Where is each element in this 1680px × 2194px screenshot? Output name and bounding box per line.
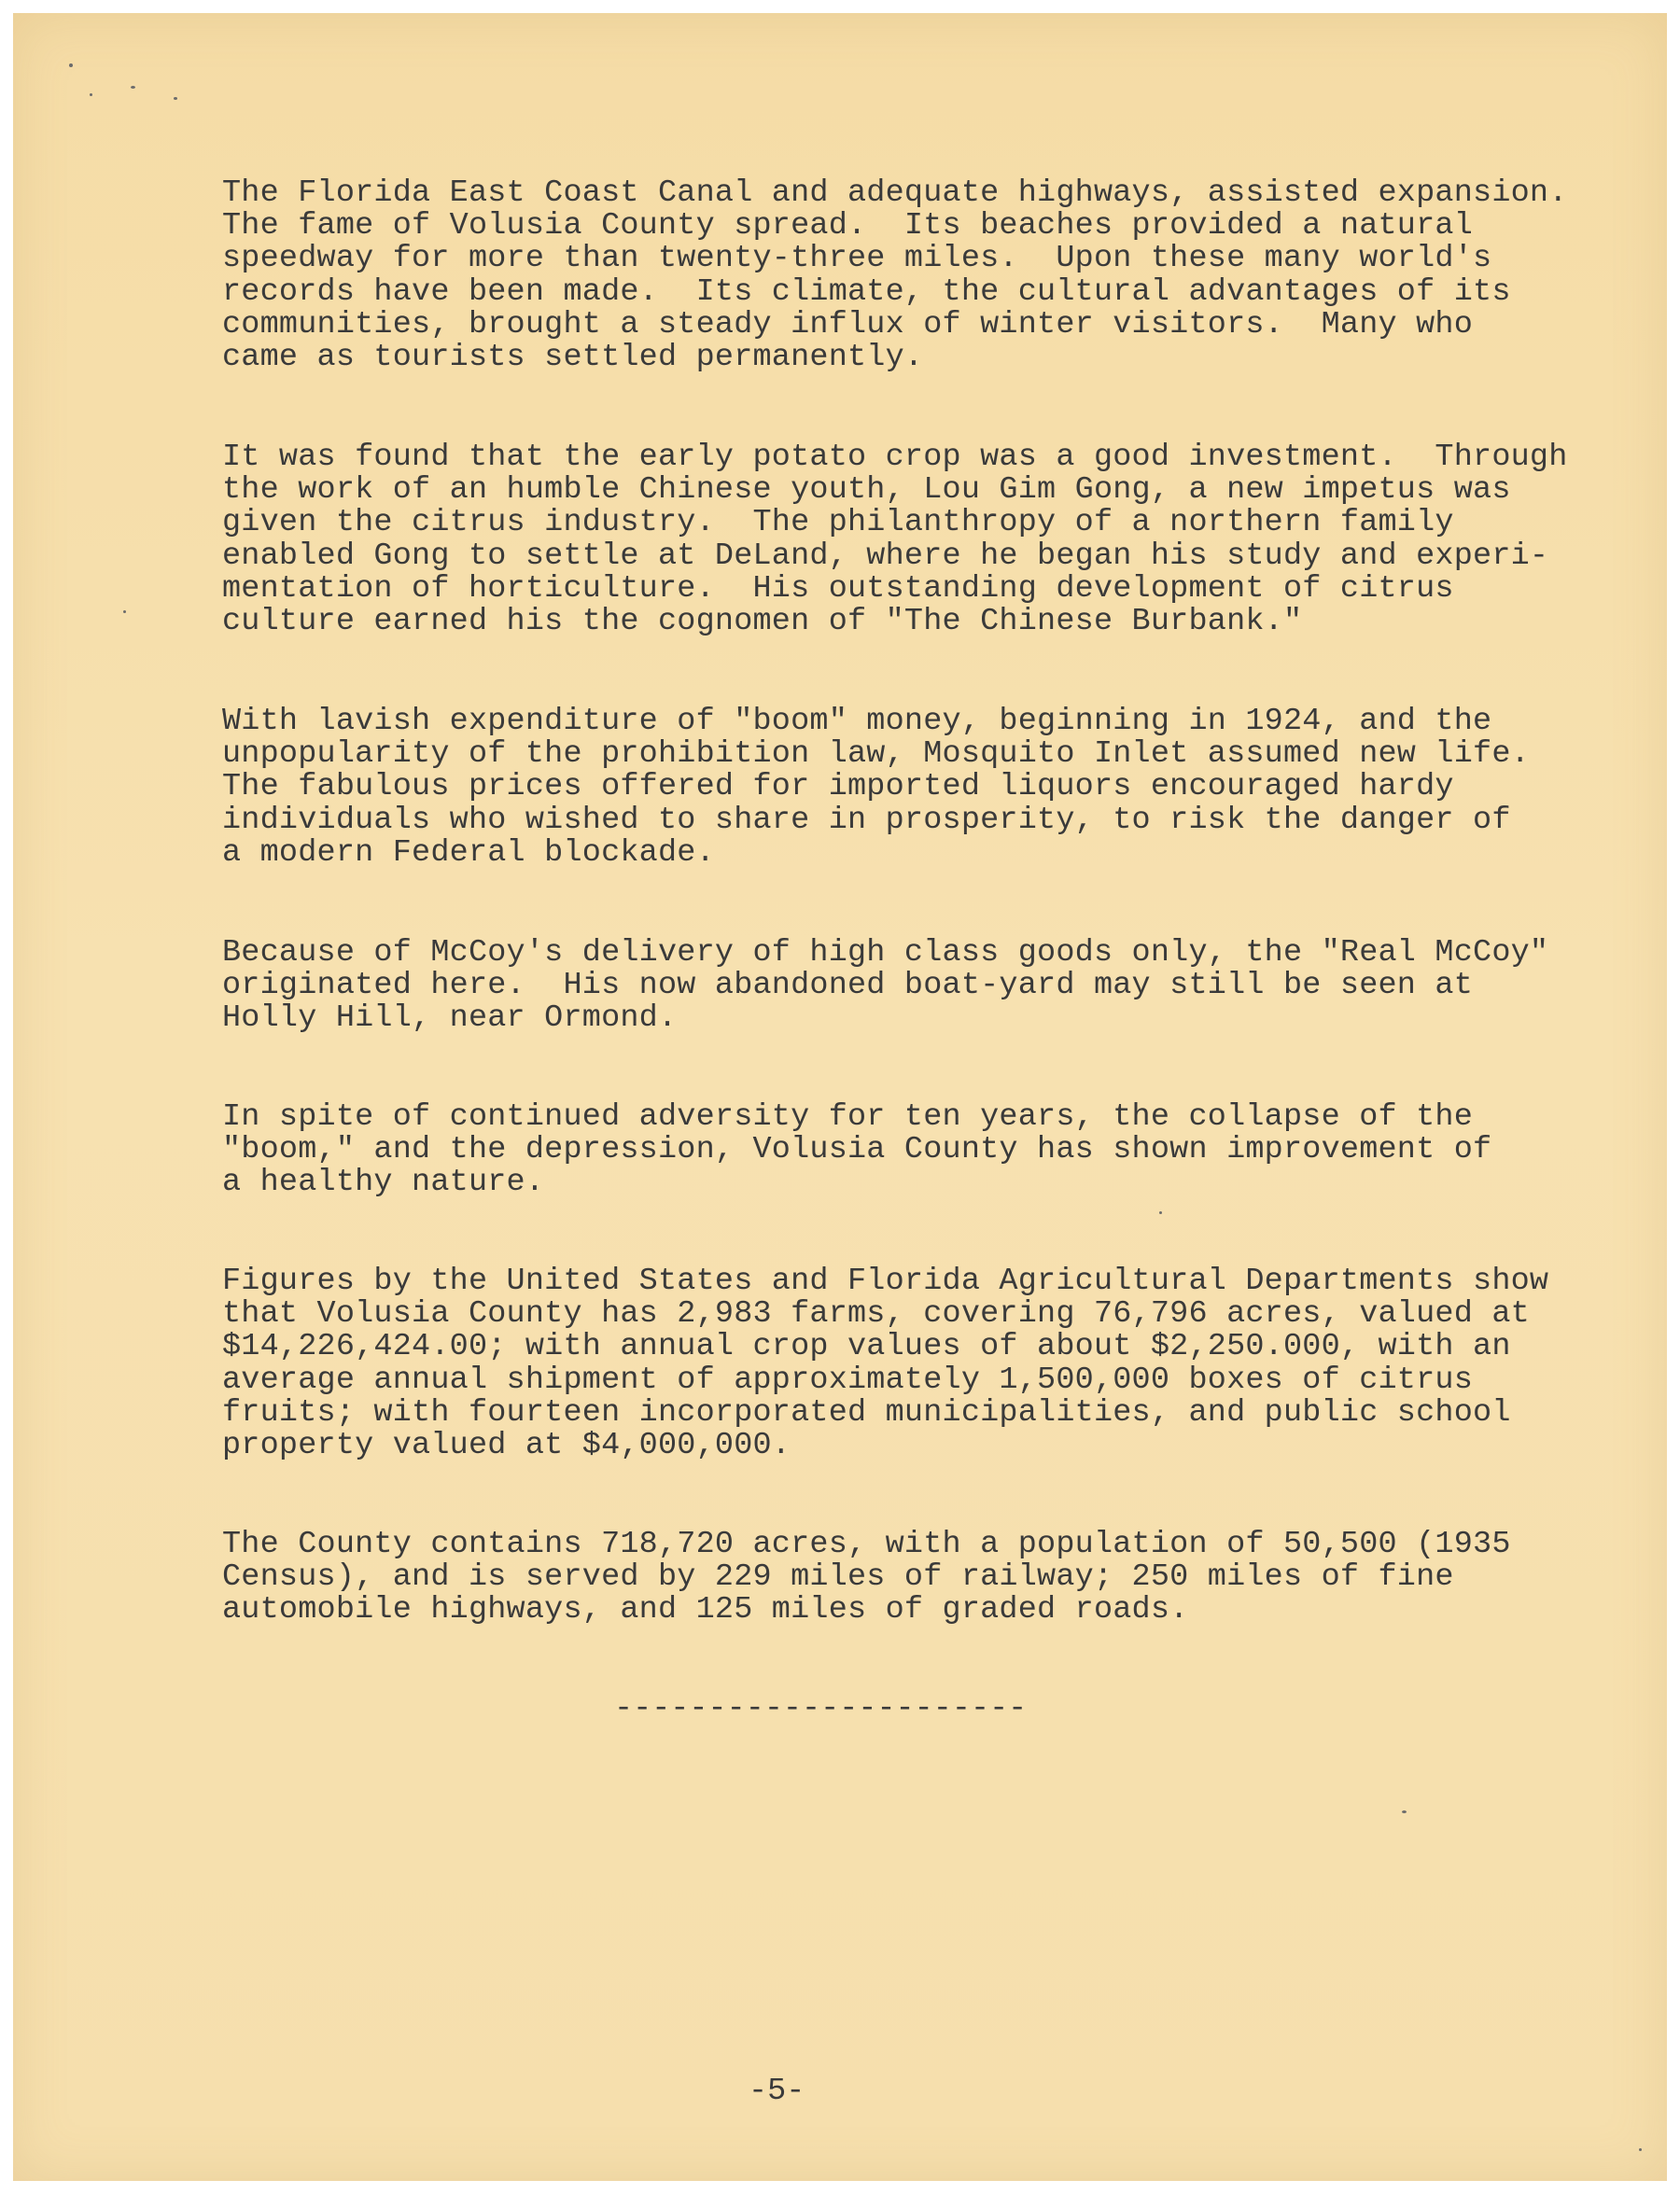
text-line: a modern Federal blockade. xyxy=(222,834,715,871)
text-line: culture earned his the cognomen of "The Chinese Burbank." xyxy=(222,604,1303,640)
paragraph-real-mccoy xyxy=(222,937,1548,1036)
paper-speck xyxy=(69,63,73,67)
paragraph-citrus-industry xyxy=(222,441,1568,638)
text-line: Holly Hill, near Ormond. xyxy=(222,1000,678,1037)
text-line: records have been made. Its climate, the cultural advantages of its xyxy=(222,273,1511,310)
text-line: fruits; with fourteen incorporated municipalities, and public school xyxy=(222,1394,1511,1431)
text-line: mentation of horticulture. His outstanding development of citrus xyxy=(222,570,1454,607)
text-line: Because of McCoy's delivery of high class goods only, the "Real McCoy" xyxy=(222,935,1549,971)
text-line: communities, brought a steady influx of winter visitors. Many who xyxy=(222,306,1474,342)
paragraph-adversity xyxy=(222,1101,1491,1200)
text-line: The fame of Volusia County spread. Its beaches provided a natural xyxy=(222,208,1474,245)
paper-speck xyxy=(1402,1810,1407,1813)
paper-speck xyxy=(1159,1211,1162,1214)
text-line: The County contains 718,720 acres, with a population of 50,500 (1935 xyxy=(222,1527,1511,1562)
text-line: automobile highways, and 125 miles of graded roads. xyxy=(222,1592,1189,1628)
text-line: Census), and is served by 229 miles of railway; 250 miles of fine xyxy=(222,1559,1454,1596)
text-line: came as tourists settled permanently. xyxy=(222,340,924,376)
text-line: speedway for more than twenty-three miles. Upon these many world's xyxy=(222,241,1492,277)
paragraph-canal-expansion xyxy=(222,177,1568,374)
section-divider: ---------------------- xyxy=(614,1691,1028,1726)
text-line: that Volusia County has 2,983 farms, covering 76,796 acres, valued at xyxy=(222,1296,1530,1333)
paper-speck xyxy=(174,97,177,100)
paper-speck xyxy=(123,610,126,613)
text-line: average annual shipment of approximately 1,500,000 boxes of citrus xyxy=(222,1362,1474,1398)
text-line: $14,226,424.00; with annual crop values of about $2,250.000, with an xyxy=(222,1329,1511,1365)
text-line: property valued at $4,000,000. xyxy=(222,1428,791,1464)
text-line: In spite of continued adversity for ten years, the collapse of the xyxy=(222,1099,1474,1135)
paragraph-agricultural-figures xyxy=(222,1265,1548,1462)
text-line: the work of an humble Chinese youth, Lou Gim Gong, a new impetus was xyxy=(222,472,1511,509)
text-line: enabled Gong to settle at DeLand, where he began his study and experi- xyxy=(222,538,1549,574)
text-line: It was found that the early potato crop was a good investment. Through xyxy=(222,440,1568,475)
paper-speck xyxy=(131,86,135,89)
paper-speck xyxy=(90,93,92,96)
text-line: a healthy nature. xyxy=(222,1165,545,1201)
text-line: originated here. His now abandoned boat-yard may still be seen at xyxy=(222,968,1474,1004)
paper-speck xyxy=(1639,2148,1642,2151)
text-line: The fabulous prices offered for imported liquors encouraged hardy xyxy=(222,769,1454,805)
text-line: The Florida East Coast Canal and adequate highways, assisted expansion. xyxy=(222,175,1568,211)
text-line: Figures by the United States and Florida Agricultural Departments show xyxy=(222,1264,1549,1299)
paragraph-county-statistics xyxy=(222,1529,1511,1628)
text-line: given the citrus industry. The philanthropy of a northern family xyxy=(222,505,1454,541)
text-line: individuals who wished to share in prosperity, to risk the danger of xyxy=(222,802,1511,838)
text-line: With lavish expenditure of "boom" money, beginning in 1924, and the xyxy=(222,704,1492,739)
paragraph-boom-money xyxy=(222,706,1530,870)
text-line: "boom," and the depression, Volusia County has shown improvement of xyxy=(222,1132,1492,1168)
page-number: -5- xyxy=(749,2074,805,2109)
text-line: unpopularity of the prohibition law, Mosquito Inlet assumed new life. xyxy=(222,736,1530,773)
